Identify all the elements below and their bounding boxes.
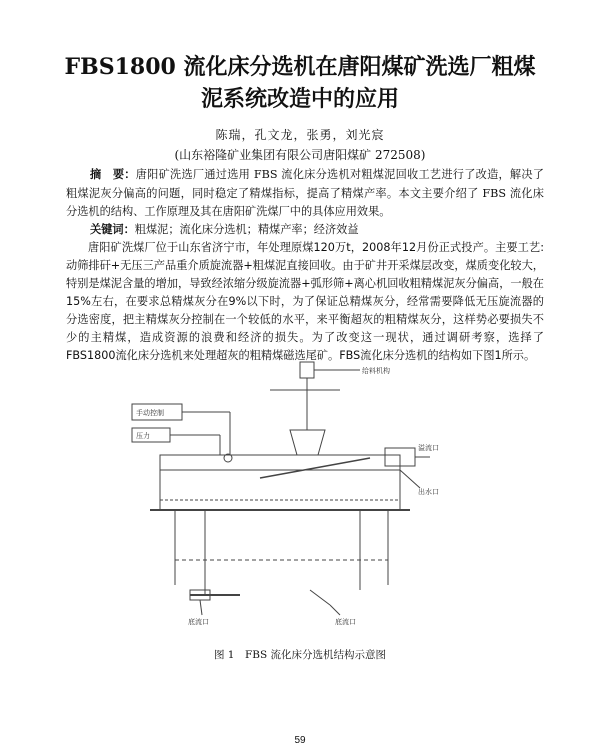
abstract [66, 165, 544, 222]
figure-caption: 图 1 FBS 流化床分选机结构示意图 [213, 649, 387, 661]
abstract-label: 摘 要： [90, 167, 136, 181]
authors: 陈瑞，孔文龙，张勇，刘光宸 [215, 128, 385, 142]
motor-block [300, 362, 314, 378]
body-paragraph: 唐阳矿洗煤厂位于山东省济宁市，年处理原煤120万t，2008年12月份正式投产。主要工艺:动筛排矸+无压三产品重介质旋流器+粗煤泥直接回收。由于矿井开采煤层改变，煤质变化较大，特别是煤泥含量的增加，导致经浓缩分级旋流器+弧形筛+离心机回收粗精煤泥灰分偏高，一般在15%左右，在要求总精煤灰分在9%以下时，为了保证总精煤灰分，经常需要降低无压旋流器的分选密度，把主精煤灰分控制在一个较低的水平，来平衡超灰的粗精煤灰分，这样势必要损失不少的主精煤，造成资源的浪费和经济的损失。为了改变这一现状，通过调研考察，选择了FBS1800流化床分选机来处理超灰的粗精煤磁选尾矿。FBS流化床分选机的结构如下图1所示。 [66, 241, 544, 362]
label-pressure: 压力 [136, 432, 150, 440]
label-feed-mechanism: 给料机构 [362, 367, 390, 375]
label-manual-control: 手动控制 [136, 409, 164, 417]
keywords [66, 220, 544, 239]
paper-title-line-1: FBS1800 流化床分选机在唐阳煤矿洗选厂粗煤 [64, 54, 536, 80]
separator-tank [160, 455, 400, 510]
label-underflow-left: 底流口 [188, 618, 209, 626]
figure-1 [130, 360, 450, 630]
keywords-text: 粗煤泥；流化床分选机；精煤产率；经济效益 [134, 223, 359, 236]
keywords-label: 关键词： [90, 222, 135, 236]
abstract-text: 唐阳矿洗选厂通过选用 FBS 流化床分选机对粗煤泥回收工艺进行了改造，解决了粗煤泥灰分偏高的问题，同时稳定了精煤指标，提高了精煤产率。本文主要介绍了 FBS 流化床分选机的结构、工作原理及其在唐阳矿洗煤厂中的具体应用效果。 [66, 168, 544, 218]
label-water-outlet: 出水口 [418, 488, 439, 496]
fbs-separator-diagram [130, 360, 450, 630]
page-number: 59 [294, 735, 306, 746]
label-overflow: 溢流口 [418, 444, 439, 452]
label-underflow-right: 底流口 [335, 618, 356, 626]
feed-well [290, 430, 325, 455]
affiliation: (山东裕隆矿业集团有限公司唐阳煤矿 272508) [174, 148, 426, 162]
paper-title-line-2: 泥系统改造中的应用 [200, 86, 399, 112]
